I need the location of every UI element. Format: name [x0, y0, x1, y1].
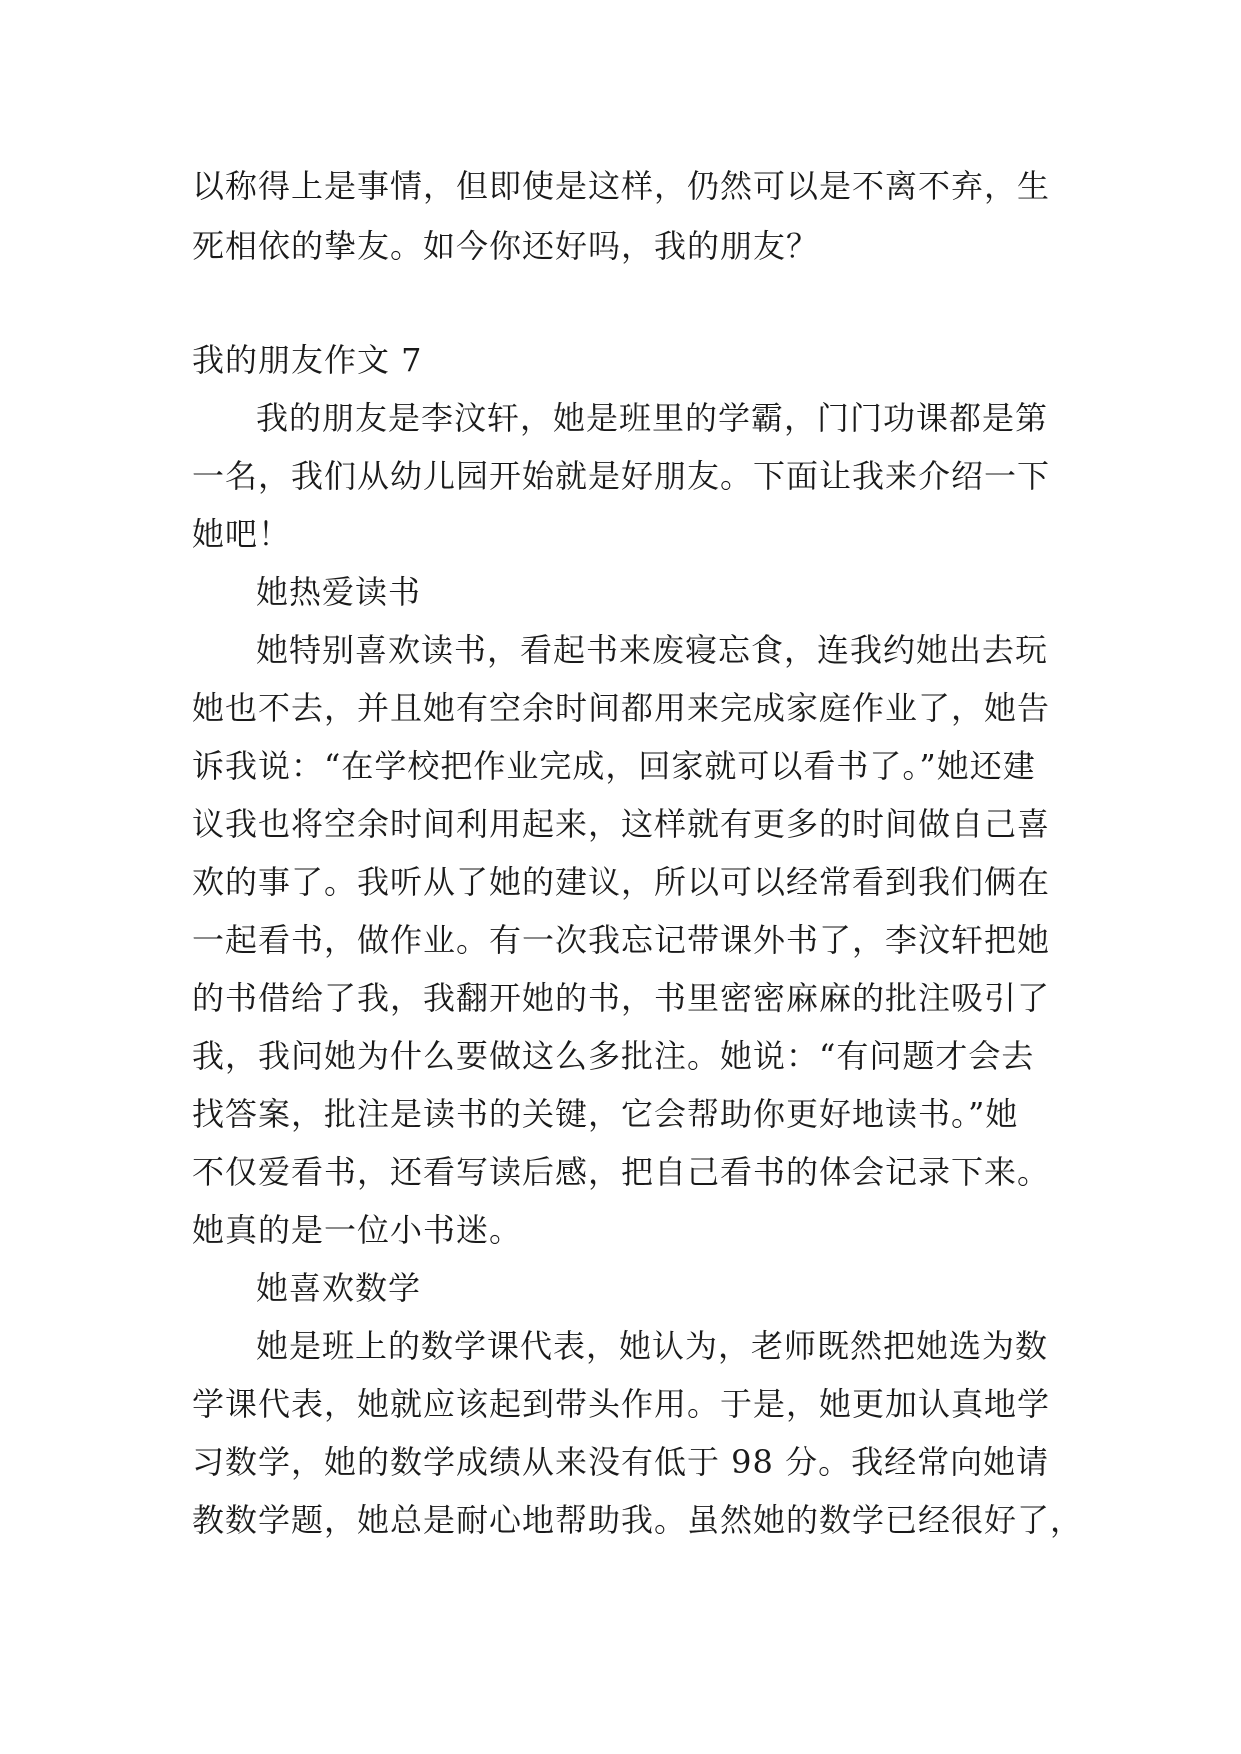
paragraph-line: 找答案，批注是读书的关键，它会帮助你更好地读书。”她	[192, 1095, 1019, 1133]
paragraph-line: 一起看书，做作业。有一次我忘记带课外书了，李汶轩把她	[192, 921, 1051, 959]
section-heading: 我的朋友作文 7	[192, 341, 423, 379]
paragraph-line: 议我也将空余时间利用起来，这样就有更多的时间做自己喜	[192, 805, 1051, 843]
subheading: 她热爱读书	[256, 573, 422, 611]
paragraph-line: 以称得上是事情，但即使是这样，仍然可以是不离不弃，生	[192, 167, 1051, 205]
paragraph-line: 她特别喜欢读书，看起书来废寝忘食，连我约她出去玩	[256, 631, 1049, 669]
paragraph-line: 我的朋友是李汶轩，她是班里的学霸，门门功课都是第	[256, 399, 1049, 437]
paragraph-line: 她真的是一位小书迷。	[192, 1211, 523, 1249]
paragraph-line: 学课代表，她就应该起到带头作用。于是，她更加认真地学	[192, 1385, 1051, 1423]
paragraph-line: 不仅爱看书，还看写读后感，把自己看书的体会记录下来。	[192, 1153, 1051, 1191]
paragraph-line: 教数学题，她总是耐心地帮助我。虽然她的数学已经很好了，	[192, 1501, 1084, 1539]
paragraph-line: 习数学，她的数学成绩从来没有低于 98 分。我经常向她请	[192, 1443, 1050, 1481]
paragraph-line: 死相依的挚友。如今你还好吗，我的朋友？	[192, 227, 820, 265]
paragraph-line: 她是班上的数学课代表，她认为，老师既然把她选为数	[256, 1327, 1049, 1365]
paragraph-line: 她也不去，并且她有空余时间都用来完成家庭作业了，她告	[192, 689, 1051, 727]
subheading: 她喜欢数学	[256, 1269, 422, 1307]
paragraph-line: 的书借给了我，我翻开她的书，书里密密麻麻的批注吸引了	[192, 979, 1051, 1017]
paragraph-line: 我，我问她为什么要做这么多批注。她说：“有问题才会去	[192, 1037, 1035, 1075]
paragraph-line: 一名，我们从幼儿园开始就是好朋友。下面让我来介绍一下	[192, 457, 1051, 495]
paragraph-line: 欢的事了。我听从了她的建议，所以可以经常看到我们俩在	[192, 863, 1051, 901]
paragraph-line: 她吧！	[192, 515, 292, 553]
paragraph-line: 诉我说：“在学校把作业完成，回家就可以看书了。”她还建	[192, 747, 1036, 785]
